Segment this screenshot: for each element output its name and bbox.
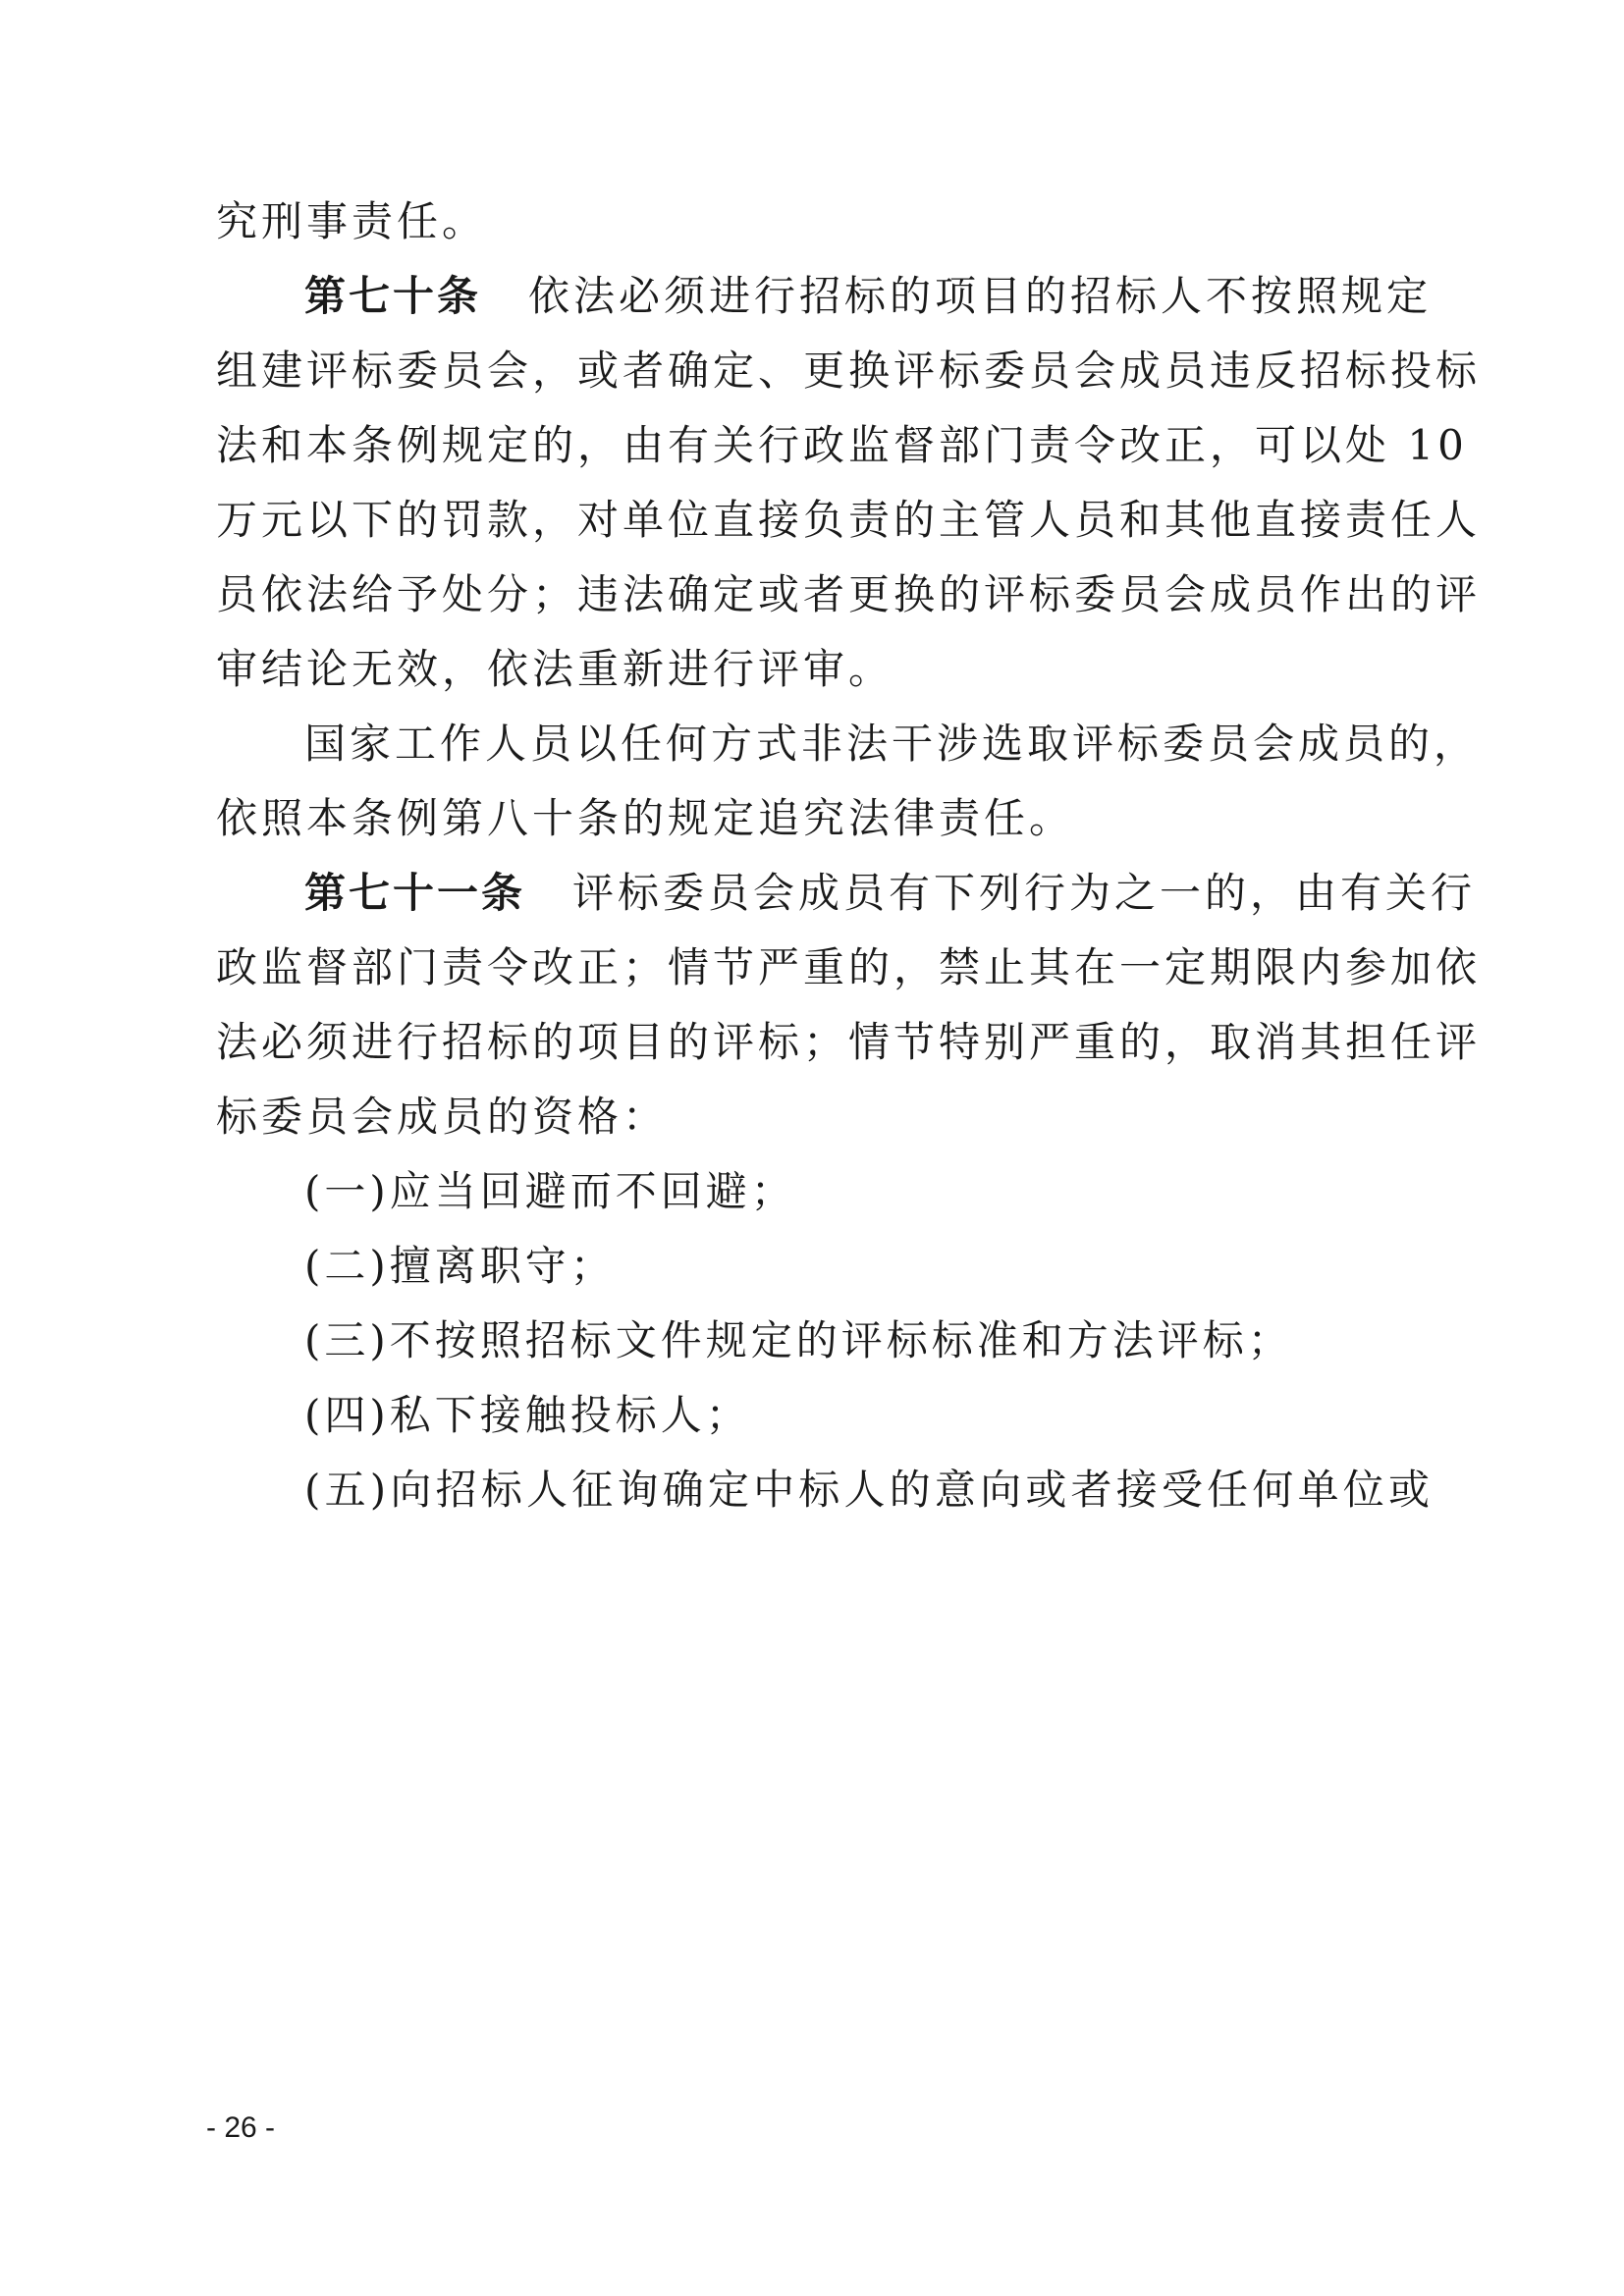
article-71-item-4: (四)私下接触投标人； [304,1391,751,1439]
article-71-line-4: 标委员会成员的资格： [216,1093,669,1141]
article-71-title: 第七十一条 [304,869,526,917]
article-70-paragraph-2-line-2: 依照本条例第八十条的规定追究法律责任。 [216,794,1075,842]
article-70-line-3: 法和本条例规定的，由有关行政监督部门责令改正，可以处 10 [216,421,1468,469]
article-70-title: 第七十条 [304,272,482,320]
article-70-first-line [304,267,1434,326]
article-71-item-5: (五)向招标人征询确定中标人的意向或者接受任何单位或 [304,1466,1434,1514]
article-71-line-3: 法必须进行招标的项目的评标；情节特别严重的，取消其担任评 [216,1018,1482,1066]
article-70-line-6: 审结论无效，依法重新进行评审。 [216,645,894,693]
continuation-line: 究刑事责任。 [216,197,488,245]
article-70-line-5: 员依法给予处分；违法确定或者更换的评标委员会成员作出的评 [216,570,1482,618]
article-71-item-2: (二)擅离职守； [304,1242,616,1290]
article-71-item-3: (三)不按照招标文件规定的评标标准和方法评标； [304,1316,1293,1364]
article-71-first-line [304,864,1477,923]
article-70-paragraph-2-line-1: 国家工作人员以任何方式非法干涉选取评标委员会成员的， [304,720,1480,768]
article-71-text-1: 评标委员会成员有下列行为之一的，由有关行 [572,869,1477,917]
article-70-line-4: 万元以下的罚款，对单位直接负责的主管人员和其他直接责任人 [216,496,1482,544]
article-71-item-1: (一)应当回避而不回避； [304,1167,796,1215]
article-70-text-1: 依法必须进行招标的项目的招标人不按照规定 [528,272,1433,320]
article-70-line-2: 组建评标委员会，或者确定、更换评标委员会成员违反招标投标 [216,347,1482,395]
page-number: - 26 - [206,2111,276,2144]
article-71-line-2: 政监督部门责令改正；情节严重的，禁止其在一定期限内参加依 [216,943,1482,991]
